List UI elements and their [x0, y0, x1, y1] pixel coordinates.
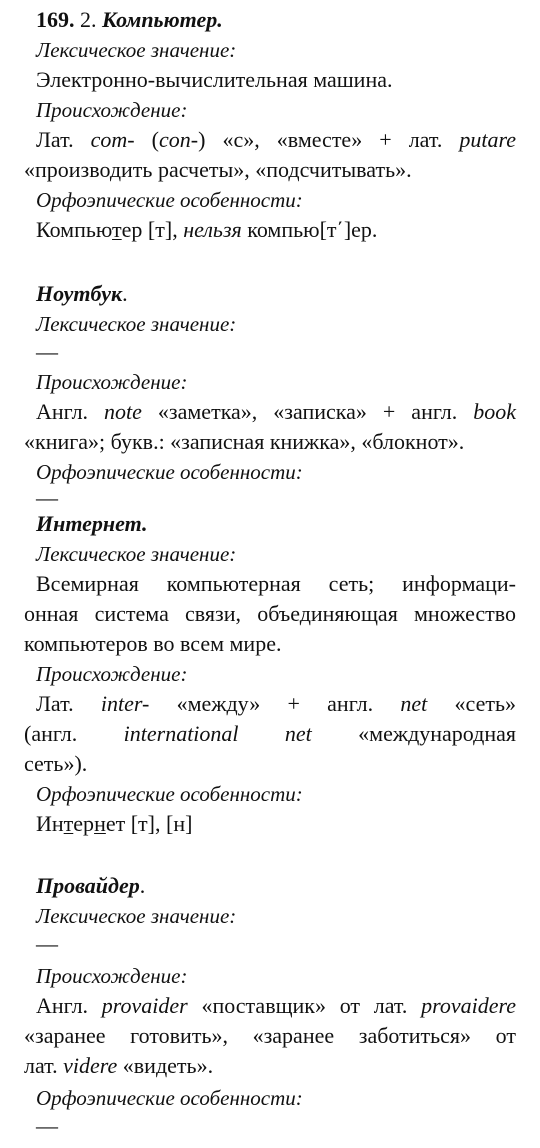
lexical-line: онная система связи, объединяющая множество: [24, 601, 516, 626]
lexical-label: Лексическое значение:: [36, 542, 237, 566]
origin-label: Происхождение:: [36, 964, 188, 988]
origin-line: Лат. com- (con-) «с», «вместе» + лат. putare: [36, 127, 517, 152]
lexical-line: Всемирная компьютерная сеть; информаци-: [36, 571, 516, 596]
ortho-label: Орфоэпические особенности:: [36, 460, 303, 484]
headword: Компьютер: [102, 7, 218, 32]
origin-line: «производить расчеты», «подсчитывать».: [24, 157, 412, 182]
lexical-label: Лексическое значение:: [36, 904, 237, 928]
exercise-number: 169.: [36, 7, 75, 32]
ortho-text: —: [36, 1113, 58, 1138]
ortho-text: Компьютер [т], нельзя компью[т΄]ер.: [36, 217, 378, 242]
origin-line: лат. videre «видеть».: [24, 1053, 214, 1078]
ortho-label: Орфоэпические особенности:: [36, 1086, 303, 1110]
lexical-line: компьютеров во всем мире.: [24, 631, 282, 656]
task-number: 2.: [80, 7, 97, 32]
entry-heading: Ноутбук.: [36, 281, 128, 306]
headword: Провайдер: [36, 873, 140, 898]
lexical-text: Электронно-вычислительная машина.: [36, 67, 393, 92]
origin-line: (англ. international net «международная: [24, 721, 517, 746]
origin-label: Происхождение:: [36, 662, 188, 686]
origin-line: «книга»; букв.: «записная книжка», «блокнот».: [24, 429, 465, 454]
entry-heading: Интернет.: [36, 511, 148, 536]
lexical-label: Лексическое значение:: [36, 312, 237, 336]
ortho-text: Интернет [т], [н]: [36, 811, 193, 836]
origin-line: Лат. inter- «между» + англ. net «сеть»: [36, 691, 516, 716]
lexical-text: —: [36, 931, 58, 956]
entry-heading: 169. 2. Компьютер.: [36, 7, 223, 32]
headword: Интернет: [36, 511, 142, 536]
origin-label: Происхождение:: [36, 370, 188, 394]
lexical-text: —: [36, 339, 58, 364]
ortho-label: Орфоэпические особенности:: [36, 782, 303, 806]
ortho-label: Орфоэпические особенности:: [36, 188, 303, 212]
origin-line: «заранее готовить», «заранее заботиться» от: [24, 1023, 516, 1048]
origin-line: Англ. note «заметка», «записка» + англ. book: [36, 399, 516, 424]
entry-heading: Провайдер.: [36, 873, 146, 898]
ortho-text: —: [36, 485, 58, 510]
lexical-label: Лексическое значение:: [36, 38, 237, 62]
origin-label: Происхождение:: [36, 98, 188, 122]
origin-line: Англ. provaider «поставщик» от лат. provaidere: [36, 993, 517, 1018]
origin-line: сеть»).: [24, 751, 88, 776]
headword: Ноутбук: [36, 281, 123, 306]
